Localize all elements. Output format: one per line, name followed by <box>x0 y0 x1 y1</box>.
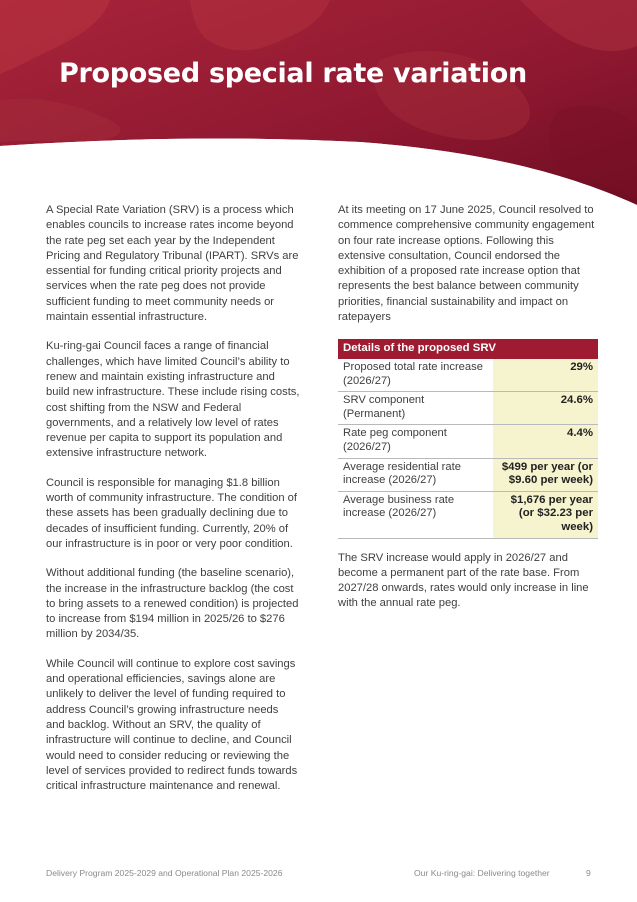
table-row <box>338 491 598 538</box>
row-label: Proposed total rate increase (2026/27) <box>338 359 493 392</box>
paragraph-cost-savings: While Council will continue to explore cost savings and operational efficiencies, savings alone are unlikely to deliver the level of funding required to address Council’s growing infrastructure needs and backlog. Without an SRV, the quality of infrastructure will continue to decline, and Council would need to consider reducing or reviewing the level of services provided to redirect funds towards critical infrastructure maintenance and renewal. <box>46 657 298 793</box>
table-row <box>338 458 598 491</box>
row-label: Rate peg component (2026/27) <box>338 425 493 458</box>
row-label: SRV component (Permanent) <box>338 392 493 425</box>
row-value: 29% <box>493 359 598 392</box>
page-number: 9 <box>586 868 591 878</box>
row-value: $499 per year (or $9.60 per week) <box>493 458 598 491</box>
page-title: Proposed special rate variation <box>59 58 527 89</box>
srv-details-table <box>338 339 598 538</box>
paragraph-financial-challenges: Ku-ring-gai Council faces a range of financial challenges, which have limited Council’s ability to renew and maintain existing infrastructure and build new infrastructure. These include rising costs, cost shifting from the NSW and Federal governments, and a relatively low level of rates revenue per capita to support its population and extensive infrastructure network. <box>46 340 300 460</box>
right-column <box>338 203 600 626</box>
row-value: $1,676 per year (or $32.23 per week) <box>493 491 598 538</box>
footer-document-title: Delivery Program 2025-2029 and Operational Plan 2025-2026 <box>46 868 283 878</box>
row-label: Average residential rate increase (2026/27) <box>338 458 493 491</box>
row-label: Average business rate increase (2026/27) <box>338 491 493 538</box>
table-row <box>338 392 598 425</box>
paragraph-srv-definition: A Special Rate Variation (SRV) is a process which enables councils to increase rates income beyond the rate peg set each year by the Independent Pricing and Regulatory Tribunal (IPART). SRVs are essential for funding critical priority projects and services when the rate peg does not provide sufficient funding to meet community needs or maintain essential infrastructure. <box>46 204 299 324</box>
paragraph-srv-application: The SRV increase would apply in 2026/27 and become a permanent part of the rate base. From 2027/28 onwards, rates would only increase in line with the annual rate peg. <box>338 551 589 610</box>
paragraph-council-resolution: At its meeting on 17 June 2025, Council resolved to commence comprehensive community engagement on four rate increase options. Following this extensive consultation, Council endorsed the exhibition of a proposed rate increase option that represents the best balance between community priorities, financial sustainability and impact on ratepayers <box>338 204 595 324</box>
header-banner <box>0 0 637 215</box>
table-row <box>338 425 598 458</box>
table-heading: Details of the proposed SRV <box>338 339 598 359</box>
paragraph-infrastructure-value: Council is responsible for managing $1.8 billion worth of community infrastructure. The condition of these assets has been gradually declining due to decades of insufficient funding. Currently, 20% of our infrastructure is in poor or very poor condition. <box>46 476 298 550</box>
table-row <box>338 359 598 392</box>
table-header-row <box>338 339 598 359</box>
left-column <box>46 203 300 808</box>
row-value: 4.4% <box>493 425 598 458</box>
footer-section-title: Our Ku-ring-gai: Delivering together <box>414 868 550 878</box>
page-header <box>0 0 637 215</box>
paragraph-baseline-scenario: Without additional funding (the baseline scenario), the increase in the infrastructure backlog (the cost to bring assets to a renewed condition) is projected to increase from $194 million in 2025/26 to $276 million by 2034/35. <box>46 567 299 641</box>
row-value: 24.6% <box>493 392 598 425</box>
